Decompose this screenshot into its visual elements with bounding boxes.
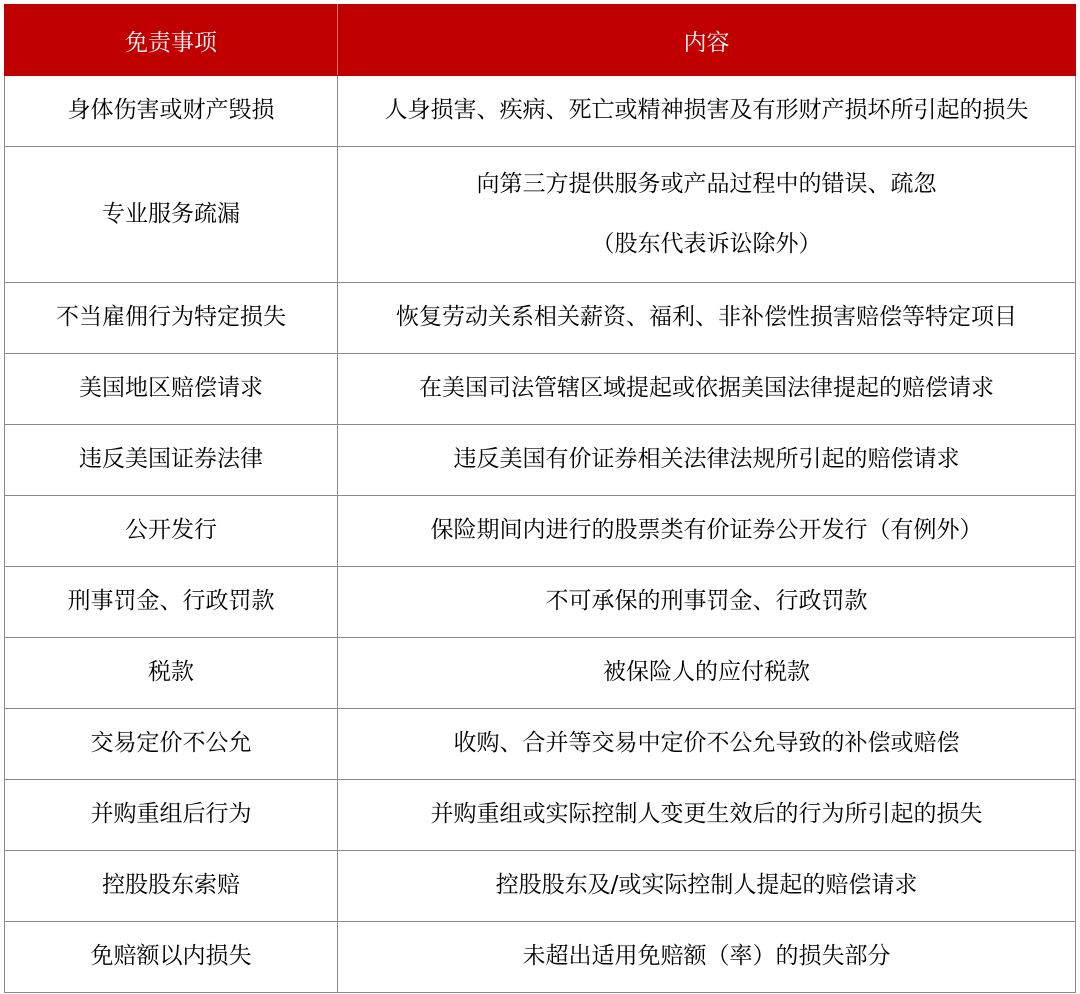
exclusion-item-cell: 刑事罚金、行政罚款 (5, 567, 338, 638)
exclusion-content-cell (338, 147, 1076, 283)
table-row (5, 496, 1076, 567)
table-row (5, 354, 1076, 425)
exclusion-content-cell: 恢复劳动关系相关薪资、福利、非补偿性损害赔偿等特定项目 (338, 283, 1076, 354)
exclusion-item-cell: 专业服务疏漏 (5, 147, 338, 283)
table-row (5, 147, 1076, 283)
exclusion-content-cell: 违反美国有价证券相关法律法规所引起的赔偿请求 (338, 425, 1076, 496)
exclusion-content-cell: 不可承保的刑事罚金、行政罚款 (338, 567, 1076, 638)
table-row (5, 780, 1076, 851)
table-row (5, 709, 1076, 780)
exclusion-content-cell: 保险期间内进行的股票类有价证券公开发行（有例外） (338, 496, 1076, 567)
content-note: （股东代表诉讼除外） (591, 230, 822, 257)
exclusion-item-cell: 税款 (5, 638, 338, 709)
table-row (5, 922, 1076, 993)
exclusion-content-cell: 未超出适用免赔额（率）的损失部分 (338, 922, 1076, 993)
exclusions-table (4, 4, 1076, 993)
exclusion-item-cell: 不当雇佣行为特定损失 (5, 283, 338, 354)
table-row (5, 425, 1076, 496)
table-row (5, 283, 1076, 354)
exclusion-item-cell: 免赔额以内损失 (5, 922, 338, 993)
exclusion-content-cell: 人身损害、疾病、死亡或精神损害及有形财产损坏所引起的损失 (338, 76, 1076, 147)
exclusion-item-cell: 交易定价不公允 (5, 709, 338, 780)
exclusions-table-container (4, 4, 1075, 993)
table-header-row (5, 5, 1076, 76)
header-exclusion-item: 免责事项 (5, 5, 338, 76)
exclusion-content-cell: 控股股东及/或实际控制人提起的赔偿请求 (338, 851, 1076, 922)
table-row (5, 851, 1076, 922)
exclusion-content-cell: 被保险人的应付税款 (338, 638, 1076, 709)
table-row (5, 638, 1076, 709)
exclusion-item-cell: 并购重组后行为 (5, 780, 338, 851)
content-line: 向第三方提供服务或产品过程中的错误、疏忽 (476, 170, 937, 197)
exclusion-content-cell: 并购重组或实际控制人变更生效后的行为所引起的损失 (338, 780, 1076, 851)
exclusion-content-cell: 在美国司法管辖区域提起或依据美国法律提起的赔偿请求 (338, 354, 1076, 425)
exclusion-item-cell: 违反美国证券法律 (5, 425, 338, 496)
table-row (5, 76, 1076, 147)
exclusion-item-cell: 公开发行 (5, 496, 338, 567)
exclusion-item-cell: 美国地区赔偿请求 (5, 354, 338, 425)
header-content: 内容 (338, 5, 1076, 76)
exclusion-content-cell: 收购、合并等交易中定价不公允导致的补偿或赔偿 (338, 709, 1076, 780)
exclusion-item-cell: 身体伤害或财产毁损 (5, 76, 338, 147)
table-row (5, 567, 1076, 638)
exclusion-item-cell: 控股股东索赔 (5, 851, 338, 922)
